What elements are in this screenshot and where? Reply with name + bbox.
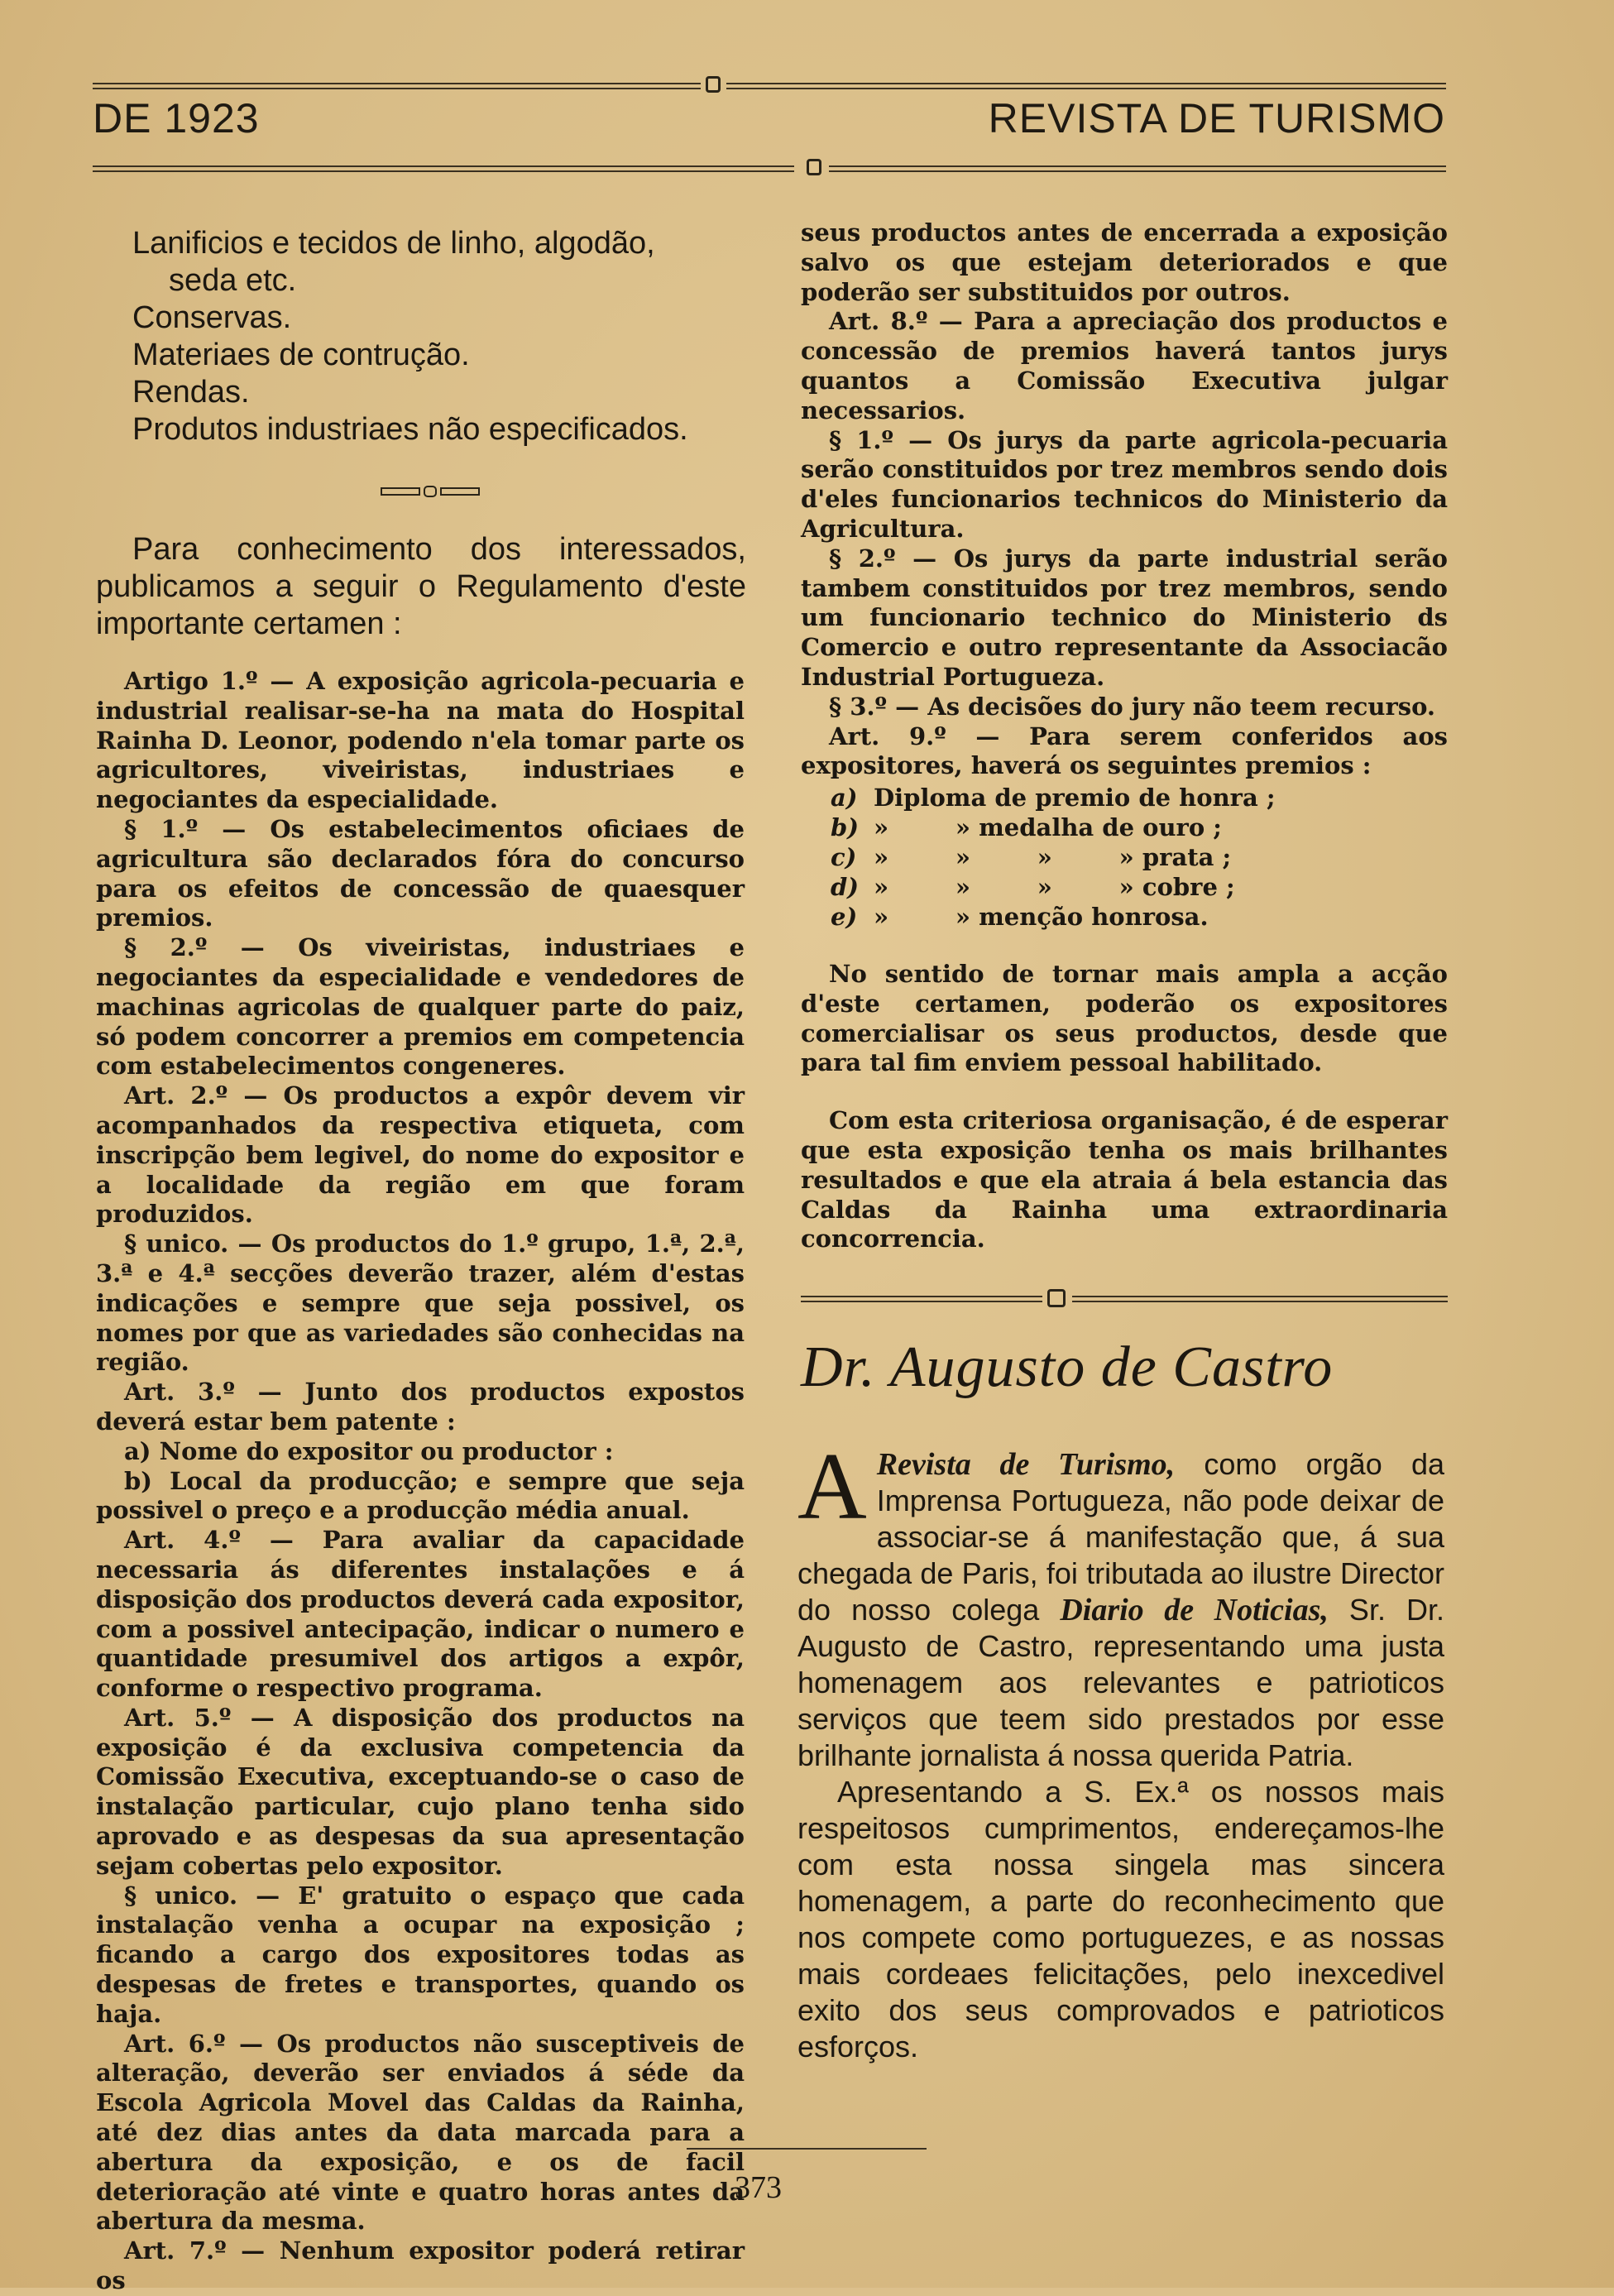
- magazine-name: Revista de Turismo,: [876, 1447, 1176, 1482]
- section-separator-icon: [381, 486, 480, 496]
- page-number: 373: [735, 2170, 782, 2205]
- article-rule-right: [1072, 1296, 1448, 1302]
- prize-item: [831, 812, 1443, 842]
- header-ornament-icon: [807, 159, 821, 175]
- top-rule-left: [93, 83, 701, 89]
- article-paragraph: seus productos antes de encerrada a exposição salvo os que estejam deteriorados e que poderão ser substituidos por outros.: [801, 218, 1448, 306]
- article-paragraph: Art. 6.º — Os productos não susceptiveis de alteração, deverão ser enviados á séde da Escola Agricola Movel das Caldas da Rainha, até dez dias antes da data marcada para a abertura da exposição, e os de facil deterioração até vinte e quatro horas antes da abertura da mesma.: [96, 2029, 745, 2236]
- article-paragraph: Art. 9.º — Para serem conferidos aos expositores, haverá os seguintes premios :: [801, 721, 1448, 780]
- article-paragraph: § unico. — E' gratuito o espaço que cada instalação venha a ocupar na exposição ; ficando a cargo dos expositores todas as despesas de fretes e transportes, quando os haja.: [96, 1881, 745, 2028]
- article-text: Sr. Dr. Augusto de Castro, representando uma justa homenagem aos relevantes e patrioticos serviços que teem sido prestados por esse brilhante jornalista á nossa querida Patria.: [797, 1593, 1444, 1772]
- prize-item: [831, 872, 1443, 902]
- footer-rule: [687, 2148, 927, 2150]
- article-paragraph: § 3.º — As decisões do jury não teem recurso.: [829, 692, 1436, 721]
- article-paragraph: Art. 3.º — Junto dos productos expostos deverá estar bem patente :: [96, 1378, 745, 1436]
- header-magazine-title: REVISTA DE TURISMO: [988, 95, 1445, 141]
- article-paragraph: Art. 5.º — A disposição dos productos na exposição é da exclusiva competencia da Comissão Executiva, exceptuando-se o caso de instalação particular, cujo plano tenha sido aprovado e as despesas da sua apresentação sejam cobertas pelo expositor.: [96, 1703, 745, 1880]
- prize-text: » » » » prata ;: [874, 843, 1232, 871]
- prize-item: [831, 783, 1443, 812]
- intro-paragraph: Para conhecimento dos interessados, publicamos a seguir o Regulamento d'este importante certamen :: [96, 532, 746, 641]
- regulation-articles-left: [96, 667, 745, 2296]
- prize-text: Diploma de premio de honra ;: [874, 784, 1276, 812]
- prize-text: » » » » cobre ;: [874, 873, 1235, 901]
- header-date: DE 1923: [93, 95, 260, 141]
- article-rule-left: [801, 1296, 1042, 1302]
- article-paragraph: Art. 4.º — Para avaliar da capacidade necessaria ás diferentes instalações e á disposição dos productos deverá cada expositor, com a possivel antecipação, indicar o numero e quantidade presumivel dos artigos a expôr, conforme o respectivo programa.: [96, 1526, 745, 1703]
- article-paragraph-2: Apresentando a S. Ex.ª os nossos mais respeitosos cumprimentos, endereçamos-lhe com esta nossa singela mas sincera homenagem, a parte do reconhecimento que nos compete como portuguezes, e as nossas mais cordeaes felicitações, pelo inexcedivel exito dos seus comprovados e patrioticos esforços.: [797, 1775, 1444, 2064]
- prize-letter: a): [831, 784, 858, 812]
- top-rule-right: [726, 83, 1446, 89]
- prize-text: » » medalha de ouro ;: [874, 813, 1222, 841]
- article-paragraph: § 1.º — Os jurys da parte agricola-pecuaria serão constituidos por trez membros sendo dois d'eles funcionarios technicos do Ministerio da Agricultura.: [801, 425, 1448, 543]
- newspaper-name: Diario de Noticias,: [1060, 1593, 1329, 1627]
- article-paragraph: Artigo 1.º — A exposição agricola-pecuaria e industrial realisar-se-ha na mata do Hospital Rainha D. Leonor, podendo n'ela tomar parte os agricultores, viveiristas, industriaes e negociantes da especialidade.: [96, 667, 745, 814]
- header-rule-left: [93, 165, 794, 172]
- article-paragraph: b) Local da producção; e sempre que seja possivel o preço e a producção média anual.: [96, 1466, 745, 1525]
- article-paragraph: § 2.º — Os jurys da parte industrial serão tambem constituidos por trez membros, sendo um funcionario technico do Ministerio ds Comercio e outro representante da Associacão Industrial Portugueza.: [801, 544, 1448, 691]
- article-paragraph: Art. 2.º — Os productos a expôr devem vir acompanhados da respectiva etiqueta, com inscripção bem legivel, do nome do expositor e a localidade da região em que foram produzidos.: [96, 1081, 745, 1229]
- article-paragraph: Art. 8.º — Para a apreciação dos productos e concessão de premios haverá tantos jurys quantos a Comissão Executiva julgar necessarios.: [801, 307, 1448, 424]
- prize-item: [831, 902, 1443, 932]
- prize-letter: d): [831, 873, 859, 901]
- closing-paragraph: No sentido de tornar mais ampla a acção d'este certamen, poderão os expositores comercialisar os seus productos, desde que para tal fim enviem pessoal habilitado.: [801, 960, 1448, 1077]
- article-paragraph: a) Nome do expositor ou productor :: [124, 1436, 614, 1465]
- top-ornament-icon: [706, 76, 721, 93]
- prize-list: [831, 783, 1443, 932]
- prize-item: [831, 842, 1443, 872]
- exhibit-categories: [132, 225, 761, 448]
- regulation-articles-right: [801, 218, 1448, 781]
- prize-letter: e): [831, 903, 858, 931]
- category-line: Produtos industriaes não especificados.: [132, 412, 688, 447]
- category-line: Lanificios e tecidos de linho, algodão,: [132, 226, 655, 261]
- category-line: Conservas.: [132, 300, 292, 335]
- article-text: como orgão da Imprensa Portugueza, não pode deixar de associar-se á manifestação que, á sua chegada de Paris, foi tributada ao ilustre Director do nosso colega: [797, 1447, 1444, 1627]
- article-body: [797, 1434, 1444, 2065]
- drop-cap: A: [797, 1434, 867, 1540]
- category-line: Rendas.: [132, 375, 250, 410]
- article-paragraph: § unico. — Os productos do 1.º grupo, 1.ª, 2.ª, 3.ª e 4.ª secções deverão trazer, além d'estas indicações e sempre que seja possivel, os nomes por que as variedades são conhecidas na região.: [96, 1229, 745, 1377]
- article-paragraph: Art. 7.º — Nenhum expositor poderá retirar os: [96, 2236, 745, 2295]
- closing-paragraph: Com esta criteriosa organisação, é de esperar que esta exposição tenha os mais brilhantes resultados e que ela atraia á bela estancia das Caldas da Rainha uma extraordinaria concorrencia.: [801, 1106, 1448, 1253]
- article-paragraph: § 1.º — Os estabelecimentos oficiaes de agricultura são declarados fóra do concurso para os efeitos de concessão de quaesquer premios.: [96, 814, 745, 932]
- closing-paragraphs: [801, 960, 1448, 1254]
- article-paragraph: § 2.º — Os viveiristas, industriaes e negociantes da especialidade e vendedores de machinas agricolas de qualquer parte do paiz, só podem concorrer a premios em competencia com estabelecimentos congeneres.: [96, 933, 745, 1081]
- article-title: Dr. Augusto de Castro: [801, 1335, 1334, 1399]
- category-line: Materiaes de contrução.: [132, 338, 470, 372]
- article-paragraph-1: [797, 1434, 1444, 1774]
- header-rule-right: [829, 165, 1446, 172]
- prize-letter: b): [831, 813, 859, 841]
- article-ornament-icon: [1047, 1289, 1066, 1307]
- prize-text: » » menção honrosa.: [874, 903, 1209, 931]
- prize-letter: c): [831, 843, 857, 871]
- regulation-intro: [96, 531, 746, 643]
- category-line: seda etc.: [169, 263, 297, 298]
